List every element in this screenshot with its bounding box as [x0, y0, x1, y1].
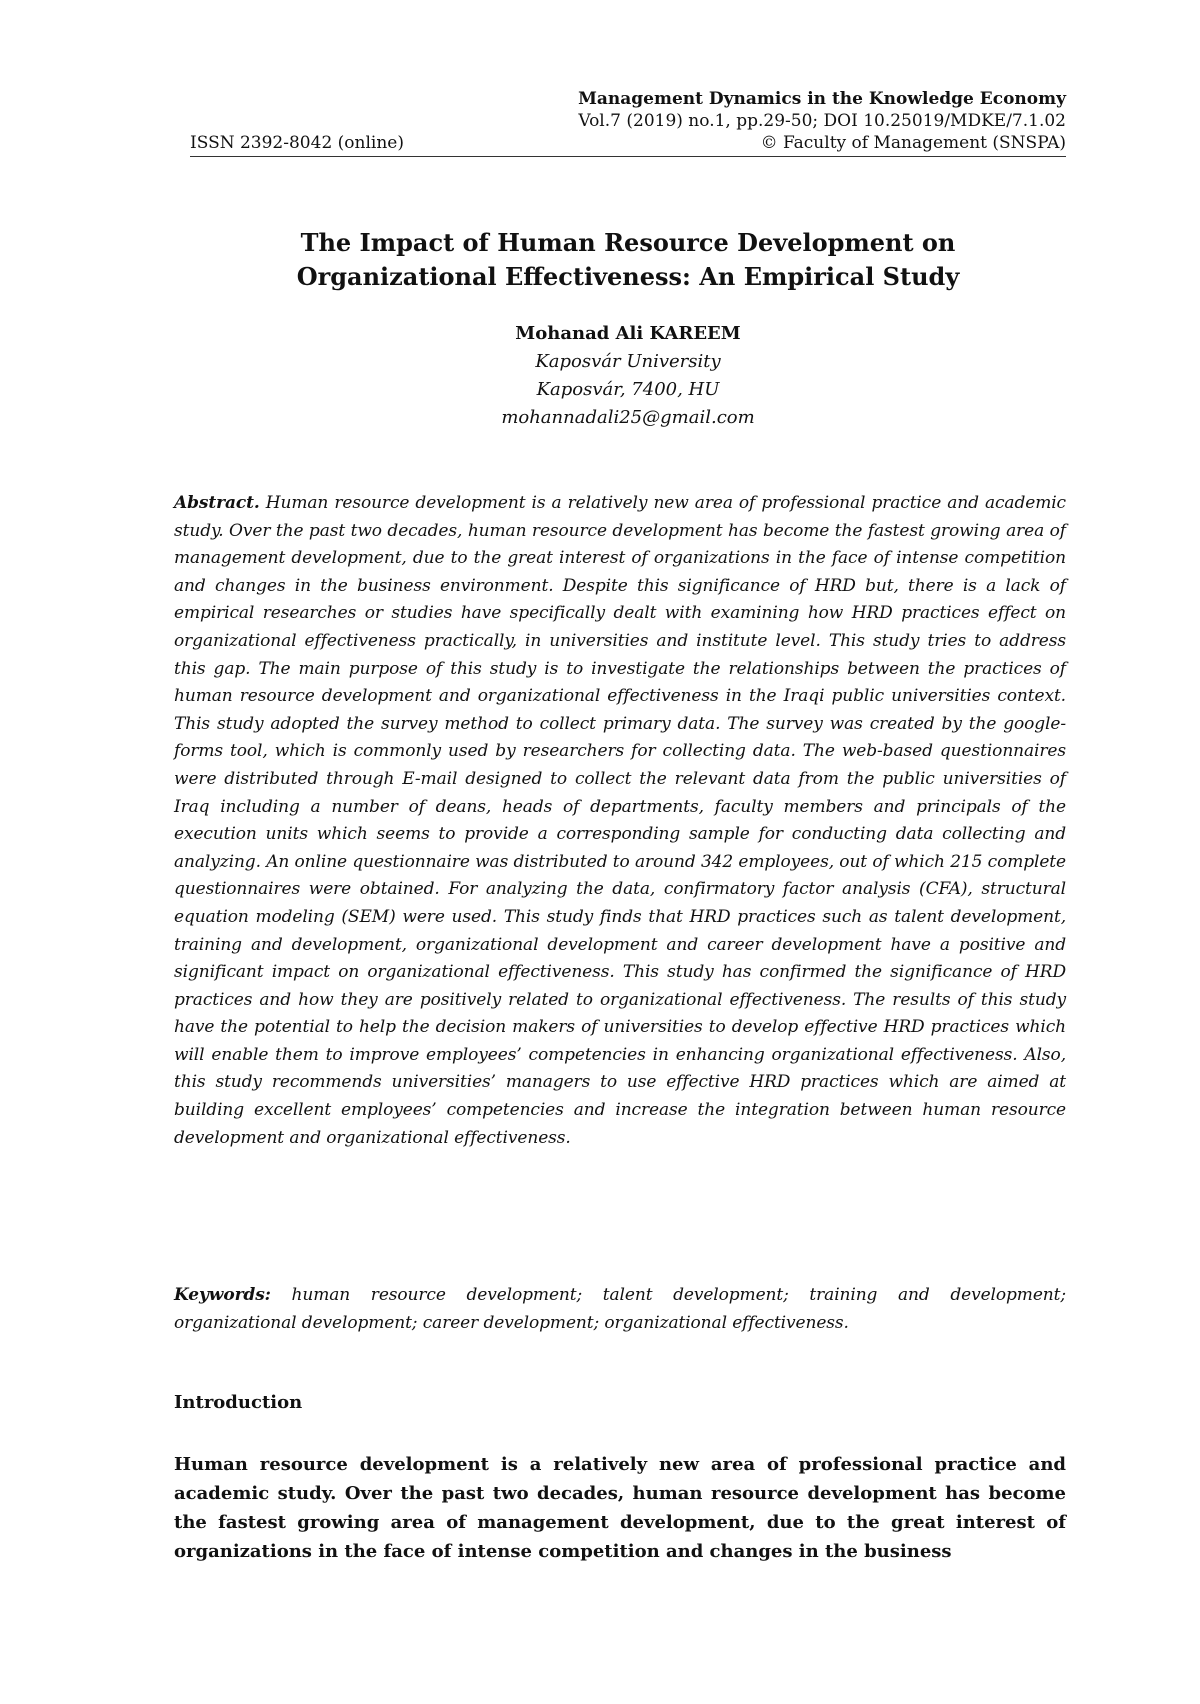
title-line-2: Organizational Effectiveness: An Empirical Study — [296, 262, 960, 291]
introduction-paragraph: Human resource development is a relatively new area of professional practice and academic study. Over the past two decades, human resource development has become the fastest growing area of management development, due to the great interest of organizations in the face of intense competition and changes in the business — [174, 1454, 1066, 1562]
volume-info: Vol.7 (2019) no.1, pp.29-50; DOI 10.25019/MDKE/7.1.02 — [578, 111, 1066, 131]
copyright: © Faculty of Management (SNSPA) — [760, 133, 1066, 153]
author-university: Kaposvár University — [535, 351, 721, 372]
keywords-label: Keywords: — [174, 1285, 271, 1305]
abstract-label: Abstract. — [174, 493, 260, 513]
keywords — [174, 1282, 1066, 1337]
author-address: Kaposvár, 7400, HU — [536, 379, 720, 400]
keywords-text: human resource development; talent development; training and development; organizational development; career development; organizational effectiveness. — [174, 1285, 1066, 1333]
title-line-1: The Impact of Human Resource Development on — [300, 228, 956, 257]
author-name: Mohanad Ali KAREEM — [515, 323, 741, 344]
section-heading-introduction: Introduction — [174, 1392, 303, 1413]
abstract — [174, 490, 1066, 1152]
running-header — [190, 88, 1066, 157]
issn: ISSN 2392-8042 (online) — [190, 133, 404, 153]
author-email: mohannadali25@gmail.com — [501, 407, 755, 428]
author-block — [190, 320, 1066, 432]
abstract-text: Human resource development is a relatively new area of professional practice and academic study. Over the past two decades, human resource development has become the fastest growing area of management development, due to the great interest of organizations in the face of intense competition and changes in the business environment. Despite this significance of HRD but, there is a lack of empirical researches or studies have specifically dealt with examining how HRD practices effect on organizational effectiveness practically, in universities and institute level. This study tries to address this gap. The main purpose of this study is to investigate the relationships between the practices of human resource development and organizational effectiveness in the Iraqi public universities context. This study adopted the survey method to collect primary data. The survey was created by the google-forms tool, which is commonly used by researchers for collecting data. The web-based questionnaires were distributed through E-mail designed to collect the relevant data from the public universities of Iraq including a number of deans, heads of departments, faculty members and principals of the execution units which seems to provide a corresponding sample for conducting data collecting and analyzing. An online questionnaire was distributed to around 342 employees, out of which 215 complete questionnaires were obtained. For analyzing the data, confirmatory factor analysis (CFA), structural equation modeling (SEM) were used. This study finds that HRD practices such as talent development, training and development, organizational development and career development have a positive and significant impact on organizational effectiveness. This study has confirmed the significance of HRD practices and how they are positively related to organizational effectiveness. The results of this study have the potential to help the decision makers of universities to develop effective HRD practices which will enable them to improve employees’ competencies in enhancing organizational effectiveness. Also, this study recommends universities’ managers to use effective HRD practices which are aimed at building excellent employees’ competencies and increase the integration between human resource development and organizational effectiveness. — [174, 493, 1066, 1148]
paper-title — [190, 226, 1066, 294]
header-bottom-row — [190, 132, 1066, 157]
journal-name: Management Dynamics in the Knowledge Economy — [578, 89, 1066, 109]
